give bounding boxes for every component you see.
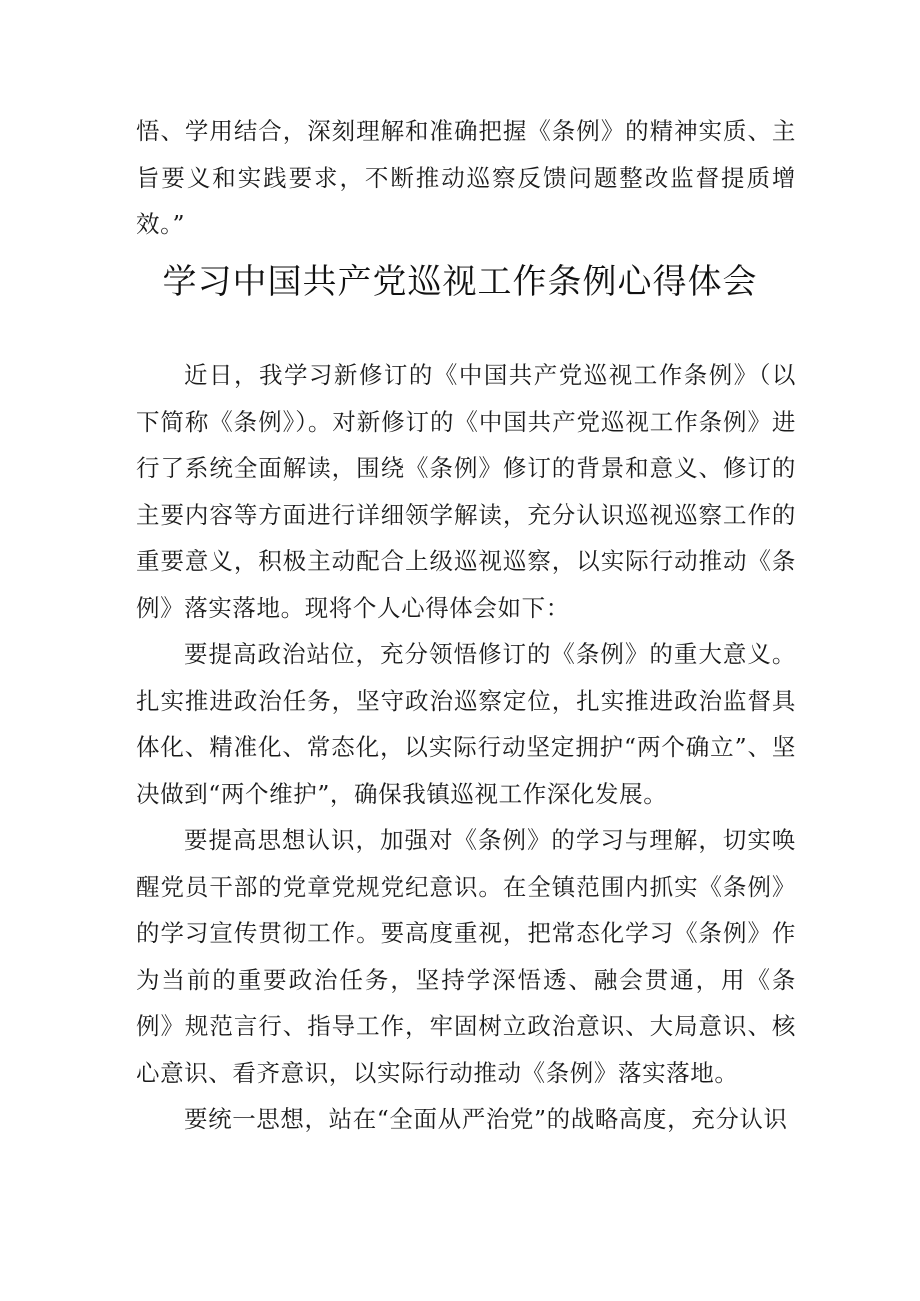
continuation-text: 悟、学用结合，深刻理解和准确把握《条例》的精神实质、主旨要义和实践要求，不断推动巡察反馈问题整改监督提质增效。” [136,117,796,238]
paragraph-unify-thinking: 要统一思想，站在“全面从严治党”的战略高度，充分认识 [184,1105,788,1133]
paragraph-political-stance: 要提高政治站位，充分领悟修订的《条例》的重大意义。扎实推进政治任务，坚守政治巡察定位，扎实推进政治监督具体化、精准化、常态化，以实际行动坚定拥护“两个确立”、坚决做到“两个维护”，确保我镇巡视工作深化发展。 [136,640,796,808]
continued-paragraph [136,108,796,248]
paragraph-ideological-awareness: 要提高思想认识，加强对《条例》的学习与理解，切实唤醒党员干部的党章党规党纪意识。在全镇范围内抓实《条例》的学习宣传贯彻工作。要高度重视，把常态化学习《条例》作为当前的重要政治任务，坚持学深悟透、融会贯通，用《条例》规范言行、指导工作，牢固树立政治意识、大局意识、核心意识、看齐意识，以实际行动推动《条例》落实落地。 [136,826,796,1087]
document-title: 学习中国共产党巡视工作条例心得体会 [162,262,758,302]
paragraph-intro: 近日，我学习新修订的《中国共产党巡视工作条例》（以下简称《条例》）。对新修订的《中国共产党巡视工作条例》进行了系统全面解读，围绕《条例》修订的背景和意义、修订的主要内容等方面进行详细领学解读，充分认识巡视巡察工作的重要意义，积极主动配合上级巡视巡察，以实际行动推动《条例》落实落地。现将个人心得体会如下： [136,361,796,622]
document-body [136,352,796,1143]
